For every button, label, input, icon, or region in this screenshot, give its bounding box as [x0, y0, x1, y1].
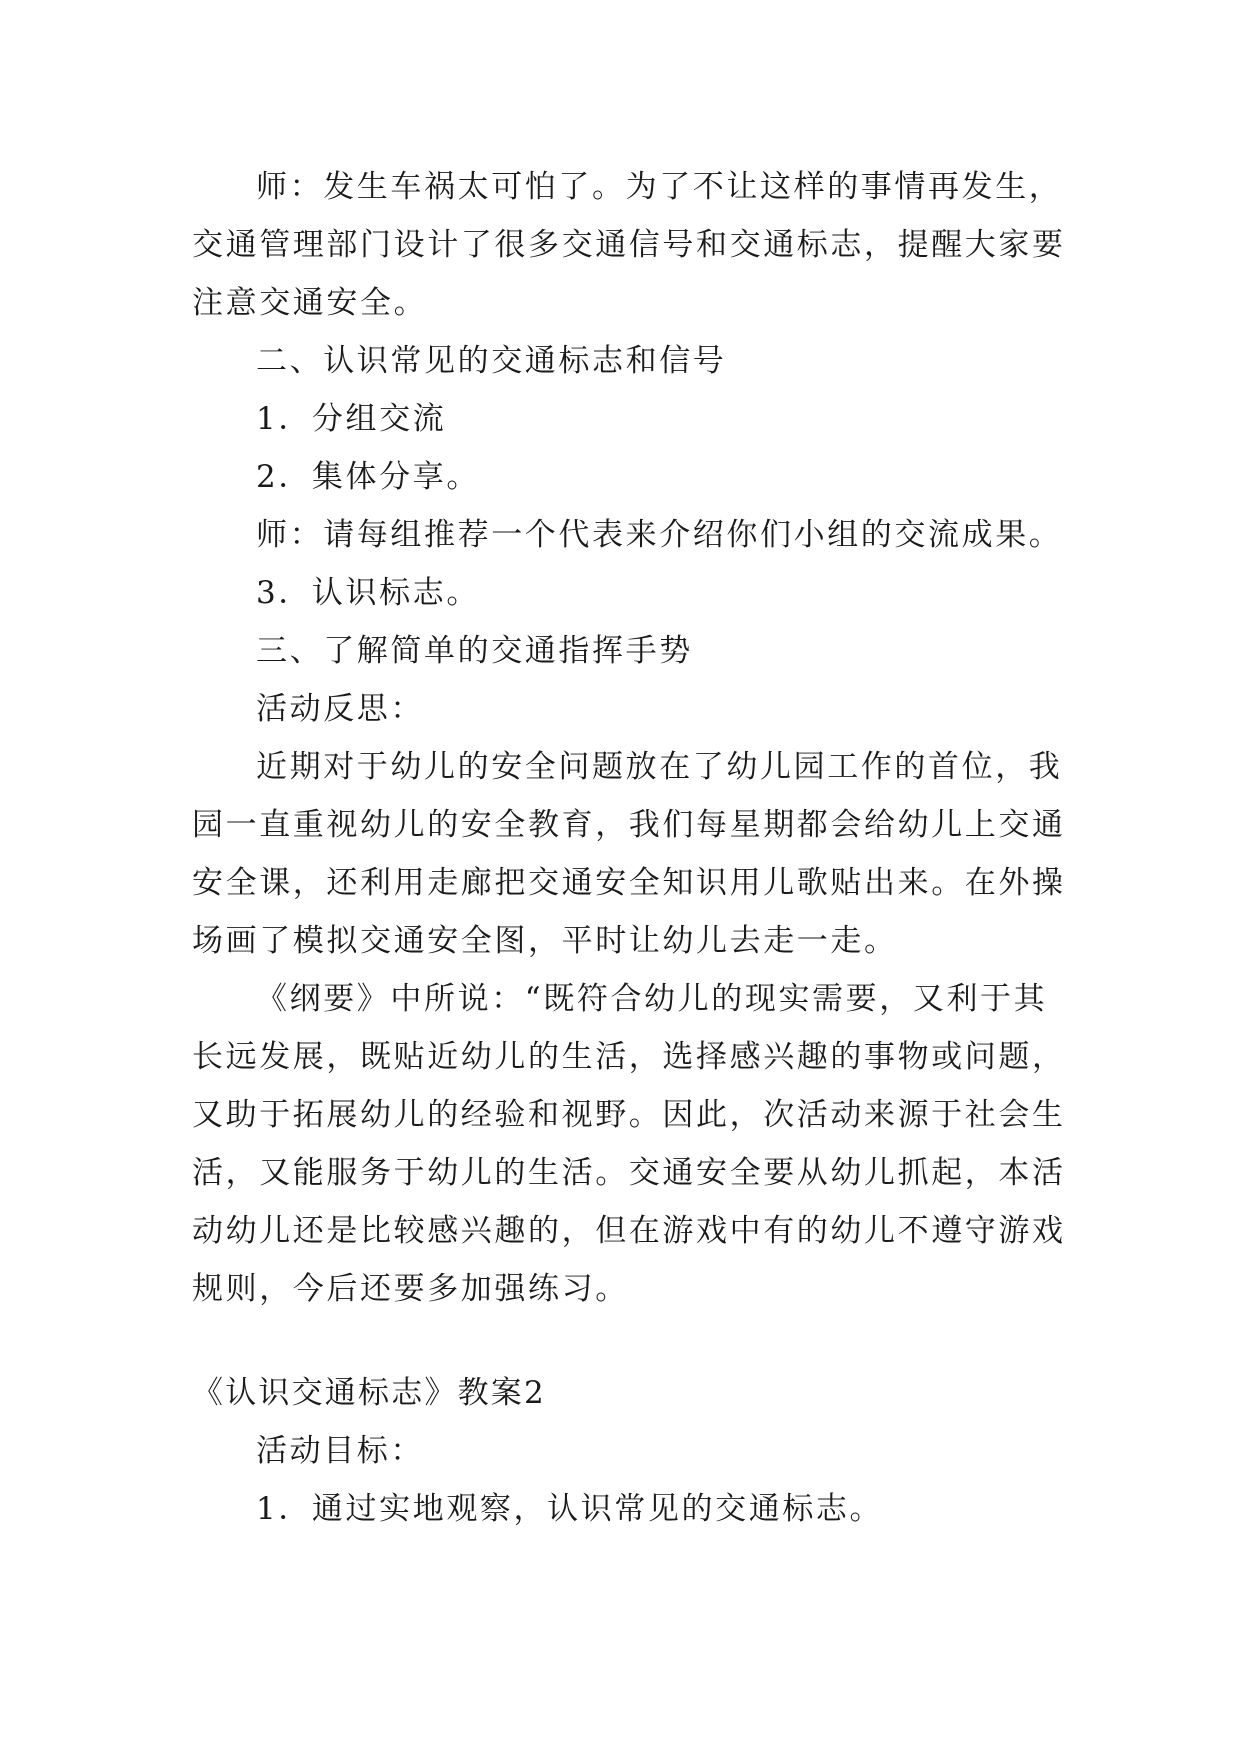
paragraph-line: 动幼儿还是比较感兴趣的，但在游戏中有的幼儿不遵守游戏: [192, 1213, 1066, 1249]
paragraph-line: 活，又能服务于幼儿的生活。交通安全要从幼儿抓起，本活: [192, 1155, 1066, 1191]
list-item: 1．分组交流: [256, 401, 447, 437]
paragraph-line: 交通管理部门设计了很多交通信号和交通标志，提醒大家要: [192, 227, 1066, 263]
list-item: 2．集体分享。: [256, 459, 480, 495]
paragraph-line: 师：请每组推荐一个代表来介绍你们小组的交流成果。: [256, 517, 1063, 553]
paragraph-line: 规则，今后还要多加强练习。: [192, 1271, 629, 1307]
list-item: 3．认识标志。: [256, 575, 480, 611]
paragraph-line: 安全课，还利用走廊把交通安全知识用儿歌贴出来。在外操: [192, 865, 1066, 901]
paragraph-line: 场画了模拟交通安全图，平时让幼儿去走一走。: [192, 923, 898, 959]
paragraph-line: 又助于拓展幼儿的经验和视野。因此，次活动来源于社会生: [192, 1097, 1066, 1133]
document-body: [192, 158, 1072, 1538]
paragraph-line: 长远发展，既贴近幼儿的生活，选择感兴趣的事物或问题，: [192, 1039, 1066, 1075]
section-heading: 二、认识常见的交通标志和信号: [256, 343, 727, 379]
subheading: 活动反思：: [256, 691, 424, 727]
paragraph-line: 《纲要》中所说：“既符合幼儿的现实需要，又利于其: [256, 981, 1048, 1017]
section-heading: 三、了解简单的交通指挥手势: [256, 633, 693, 669]
paragraph-line: 园一直重视幼儿的安全教育，我们每星期都会给幼儿上交通: [192, 807, 1066, 843]
paragraph-line: 近期对于幼儿的安全问题放在了幼儿园工作的首位，我: [256, 749, 1063, 785]
list-item: 1．通过实地观察，认识常见的交通标志。: [256, 1491, 884, 1527]
document-section-title: 《认识交通标志》教案2: [192, 1375, 546, 1411]
paragraph-line: 师：发生车祸太可怕了。为了不让这样的事情再发生，: [256, 169, 1063, 205]
paragraph-line: 注意交通安全。: [192, 285, 428, 321]
subheading: 活动目标：: [256, 1433, 424, 1469]
